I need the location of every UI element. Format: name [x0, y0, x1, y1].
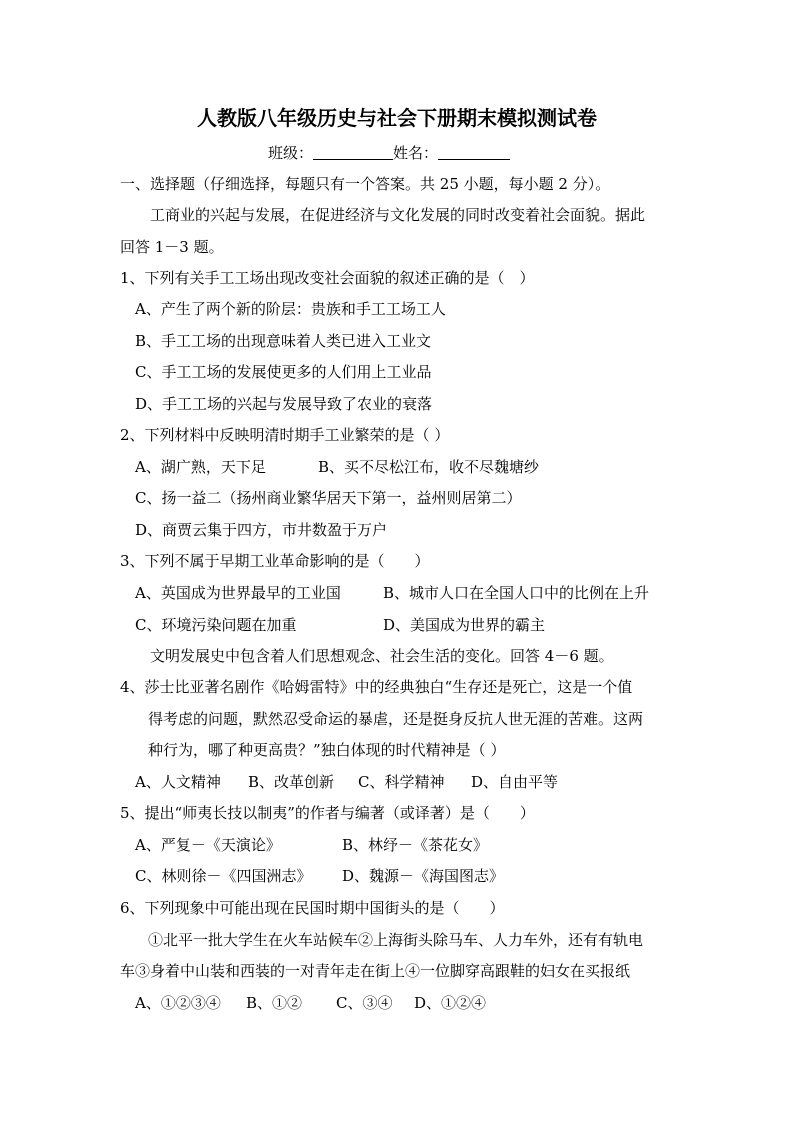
option-c: C、林则徐－《四国洲志》 [135, 867, 312, 885]
option-b: B、改革创新 [248, 773, 335, 791]
option-a: A、湖广熟，天下足 [135, 458, 266, 476]
option-a: A、产生了两个新的阶层：贵族和手工工场工人 [135, 300, 446, 318]
option-a: A、①②③④ [135, 994, 221, 1012]
option-a: A、严复－《天演论》 [135, 836, 281, 854]
option-d: D、①②④ [414, 994, 487, 1012]
question-material: 车③身着中山装和西装的一对青年走在街上④一位脚穿高跟鞋的妇女在买报纸 [120, 962, 631, 980]
question-stem: 种行为，哪了种更高贵？”独白体现的时代精神是（ ） [148, 741, 506, 759]
option-b: B、城市人口在全国人口中的比例在上升 [383, 584, 650, 602]
section-heading: 一、选择题（仔细选择，每题只有一个答案。共 25 小题，每小题 2 分）。 [120, 175, 611, 193]
intro-text: 回答 1－3 题。 [120, 238, 224, 256]
option-c: C、扬一益二（扬州商业繁华居天下第一，益州则居第二） [135, 489, 522, 507]
option-c: C、③④ [336, 994, 393, 1012]
question-stem: 4、莎士比亚著名剧作《哈姆雷特》中的经典独白“生存还是死亡，这是一个值 [120, 678, 633, 696]
option-a: A、人文精神 [135, 773, 221, 791]
name-label: 姓名： [393, 144, 439, 162]
option-d: D、商贾云集于四方，市井数盈于万户 [135, 521, 388, 539]
name-blank [438, 143, 510, 160]
option-c: C、环境污染问题在加重 [135, 616, 297, 634]
exam-title: 人教版八年级历史与社会下册期末模拟测试卷 [197, 106, 597, 130]
option-b: B、买不尽松江布，收不尽魏塘纱 [318, 458, 540, 476]
question-material: ①北平一批大学生在火车站候车②上海街头除马车、人力车外，还有有轨电 [148, 931, 644, 949]
option-b: B、手工工场的出现意味着人类已进入工业文 [135, 332, 432, 350]
option-d: D、魏源－《海国图志》 [342, 867, 505, 885]
question-stem: 3、下列不属于早期工业革命影响的是（ ） [120, 552, 430, 570]
option-d: D、手工工场的兴起与发展导致了农业的衰落 [135, 395, 433, 413]
question-stem: 2、下列材料中反映明清时期手工业繁荣的是（ ） [120, 426, 450, 444]
class-label: 班级： [268, 144, 314, 162]
intro-text: 文明发展史中包含着人们思想观念、社会生活的变化。回答 4－6 题。 [150, 647, 614, 665]
question-stem: 1、下列有关手工工场出现改变社会面貌的叙述正确的是（ ） [120, 269, 535, 287]
option-c: C、科学精神 [358, 773, 445, 791]
option-d: D、美国成为世界的霸主 [383, 616, 546, 634]
option-b: B、林纾－《茶花女》 [342, 836, 489, 854]
question-stem: 5、提出“师夷长技以制夷”的作者与编著（或译著）是（ ） [120, 804, 535, 822]
class-blank [313, 143, 393, 160]
question-stem: 得考虑的问题，默然忍受命运的暴虐，还是挺身反抗人世无涯的苦难。这两 [148, 710, 644, 728]
option-d: D、自由平等 [471, 773, 559, 791]
option-c: C、手工工场的发展使更多的人们用上工业品 [135, 363, 432, 381]
option-b: B、①② [246, 994, 303, 1012]
option-a: A、英国成为世界最早的工业国 [135, 584, 341, 602]
student-info-line [268, 142, 510, 164]
question-stem: 6、下列现象中可能出现在民国时期中国街头的是（ ） [120, 899, 505, 917]
intro-text: 工商业的兴起与发展，在促进经济与文化发展的同时改变着社会面貌。据此 [150, 206, 646, 224]
